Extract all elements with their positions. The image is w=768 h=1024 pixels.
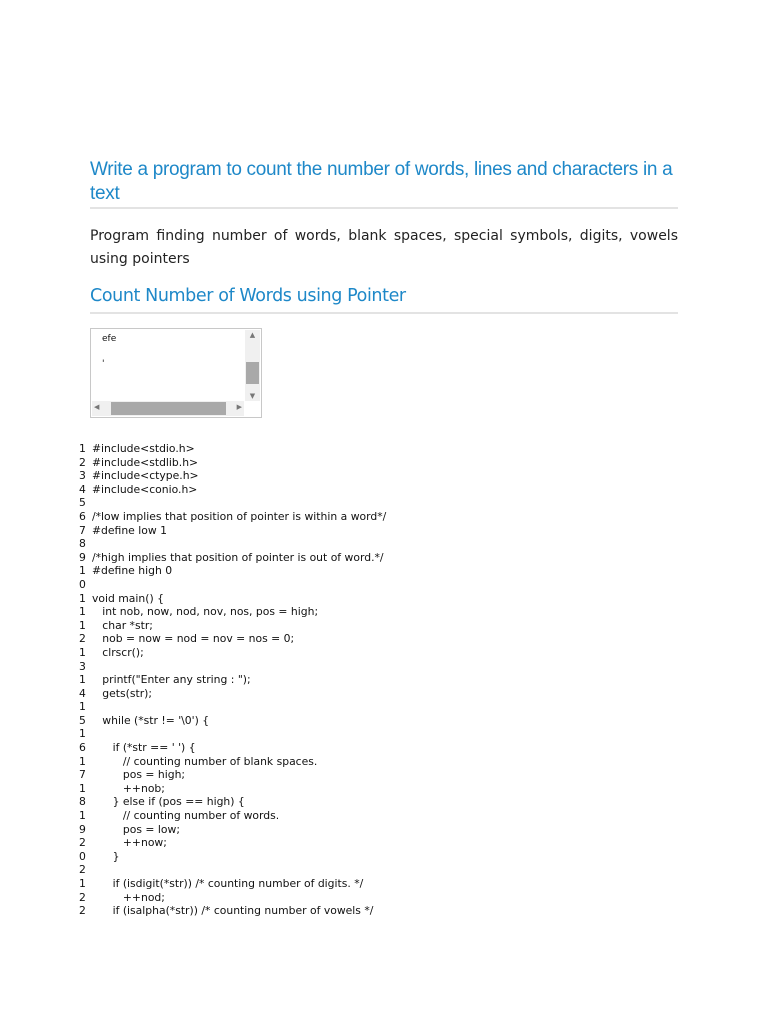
code-text: clrscr(); xyxy=(92,645,144,659)
code-line xyxy=(79,456,679,470)
line-number: 1 xyxy=(79,781,86,795)
code-line xyxy=(79,687,679,701)
code-text: pos = low; xyxy=(92,822,180,836)
section-divider xyxy=(90,312,678,314)
section-heading: Count Number of Words using Pointer xyxy=(90,286,406,306)
code-line xyxy=(79,863,679,877)
line-number: 1 xyxy=(79,618,86,632)
code-line xyxy=(79,660,679,674)
line-number: 1 xyxy=(79,727,86,741)
code-text: if (isdigit(*str)) /* counting number of digits. */ xyxy=(92,877,364,890)
line-number: 8 xyxy=(79,795,86,809)
code-text: } xyxy=(92,849,120,863)
line-number: 5 xyxy=(79,713,86,727)
line-number: 1 xyxy=(79,700,86,714)
code-text: int nob, now, nod, nov, nos, pos = high; xyxy=(92,605,319,619)
chevron-left-icon[interactable]: ◀ xyxy=(94,403,100,411)
chevron-down-icon[interactable]: ▼ xyxy=(249,392,256,400)
line-number: 1 xyxy=(79,591,86,605)
code-text: #define high 0 xyxy=(92,564,173,578)
line-number: 0 xyxy=(79,849,86,863)
vertical-scroll-thumb[interactable] xyxy=(246,362,259,384)
line-number: 8 xyxy=(79,537,86,551)
code-line xyxy=(79,673,679,687)
article-title: Write a program to count the number of words, lines and characters in a text xyxy=(90,159,673,204)
code-text: ++nod; xyxy=(92,890,165,904)
code-line xyxy=(79,578,679,592)
code-line xyxy=(79,510,679,524)
code-line xyxy=(79,442,679,456)
code-line xyxy=(79,809,679,823)
line-number: 1 xyxy=(79,645,86,659)
code-text: #include<ctype.h> xyxy=(92,469,199,483)
code-line xyxy=(79,646,679,660)
line-number: 7 xyxy=(79,768,86,782)
line-number: 4 xyxy=(79,482,86,496)
code-line xyxy=(79,469,679,483)
code-line xyxy=(79,592,679,606)
horizontal-scroll-thumb[interactable] xyxy=(111,402,226,415)
code-text: #include<stdio.h> xyxy=(92,442,195,455)
horizontal-scrollbar[interactable] xyxy=(92,401,244,416)
demo-textarea[interactable] xyxy=(90,328,262,418)
code-line xyxy=(79,619,679,633)
code-text: gets(str); xyxy=(92,686,153,700)
code-line xyxy=(79,904,679,918)
code-text: if (*str == ' ') { xyxy=(92,741,196,755)
line-number: 1 xyxy=(79,442,86,455)
code-line xyxy=(79,483,679,497)
code-line xyxy=(79,700,679,714)
code-text: #include<stdlib.h> xyxy=(92,455,199,469)
code-line xyxy=(79,823,679,837)
line-number: 5 xyxy=(79,496,86,510)
line-number: 4 xyxy=(79,686,86,700)
line-number: 1 xyxy=(79,877,86,890)
code-line xyxy=(79,741,679,755)
code-line xyxy=(79,714,679,728)
code-line xyxy=(79,524,679,538)
line-number: 1 xyxy=(79,564,86,578)
code-line xyxy=(79,795,679,809)
chevron-up-icon[interactable]: ▲ xyxy=(249,331,256,339)
line-number: 9 xyxy=(79,822,86,836)
line-number: 1 xyxy=(79,809,86,823)
code-text: // counting number of words. xyxy=(92,809,280,823)
code-text: printf("Enter any string : "); xyxy=(92,673,251,687)
code-line xyxy=(79,564,679,578)
code-text: #define low 1 xyxy=(92,523,167,537)
line-number: 2 xyxy=(79,836,86,850)
line-number: 3 xyxy=(79,469,86,483)
code-text: #include<conio.h> xyxy=(92,482,198,496)
code-line xyxy=(79,551,679,565)
code-text: while (*str != '\0') { xyxy=(92,713,210,727)
line-number: 2 xyxy=(79,863,86,877)
code-text: void main() { xyxy=(92,591,164,605)
code-text: ++now; xyxy=(92,836,167,850)
code-line xyxy=(79,877,679,891)
code-text: // counting number of blank spaces. xyxy=(92,754,318,768)
code-text: ++nob; xyxy=(92,781,165,795)
code-line xyxy=(79,632,679,646)
code-line xyxy=(79,727,679,741)
vertical-scrollbar[interactable] xyxy=(245,330,260,401)
intro-paragraph: Program finding number of words, blank spaces, special symbols, digits, vowels using pointers xyxy=(90,228,678,267)
code-text: /*low implies that position of pointer is within a word*/ xyxy=(92,509,387,523)
scrollbar-corner xyxy=(245,401,260,416)
line-number: 2 xyxy=(79,632,86,646)
code-line xyxy=(79,782,679,796)
code-text: pos = high; xyxy=(92,768,186,782)
line-number: 2 xyxy=(79,890,86,904)
code-text: /*high implies that position of pointer is out of word.*/ xyxy=(92,550,384,564)
line-number: 2 xyxy=(79,904,86,918)
code-line xyxy=(79,836,679,850)
line-number: 6 xyxy=(79,741,86,755)
title-divider xyxy=(90,207,678,209)
code-line xyxy=(79,537,679,551)
line-number: 1 xyxy=(79,605,86,619)
line-number: 1 xyxy=(79,754,86,768)
code-listing xyxy=(79,442,679,918)
line-number: 7 xyxy=(79,523,86,537)
code-line xyxy=(79,891,679,905)
code-line xyxy=(79,755,679,769)
code-line xyxy=(79,768,679,782)
code-line xyxy=(79,496,679,510)
line-number: 1 xyxy=(79,673,86,687)
line-number: 3 xyxy=(79,659,86,673)
line-number: 2 xyxy=(79,455,86,469)
code-text: char *str; xyxy=(92,618,153,632)
code-line xyxy=(79,850,679,864)
chevron-right-icon[interactable]: ▶ xyxy=(236,403,242,411)
line-number: 6 xyxy=(79,509,86,523)
code-text: } else if (pos == high) { xyxy=(92,795,245,809)
code-text: if (isalpha(*str)) /* counting number of vowels */ xyxy=(92,904,374,918)
code-text: nob = now = nod = nov = nos = 0; xyxy=(92,632,295,646)
line-number: 0 xyxy=(79,577,86,591)
textarea-content: efe xyxy=(102,334,117,344)
code-line xyxy=(79,605,679,619)
textarea-cursor-mark: ' xyxy=(102,359,105,369)
line-number: 9 xyxy=(79,550,86,564)
